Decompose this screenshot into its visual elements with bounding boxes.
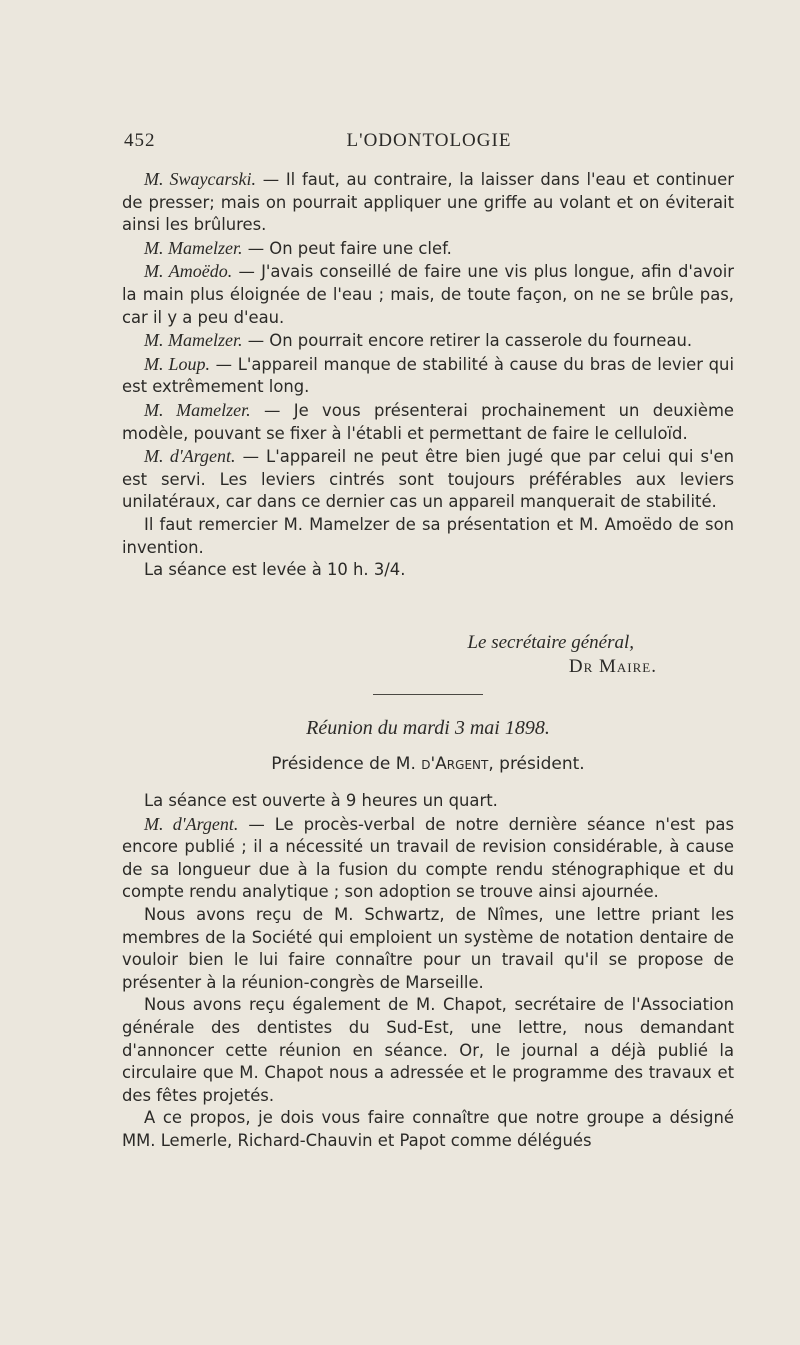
meeting-presidency [122,754,734,774]
paragraph [122,790,734,813]
signature-name: Dr Maire. [568,656,657,677]
paragraph-text: — Je vous présenterai prochainement un deuxième modèle, pouvant se fixer à l'établi et permettant de faire le celluloïd. [122,400,735,443]
paragraph-text: — On pourrait encore retirer la casserole du fourneau. [242,331,693,351]
signature-role: Le secrétaire général, [467,632,634,653]
paragraph-text: — Il faut, au contraire, la laisser dans l'eau et continuer de presser; mais on pourrait appliquer une griffe au volant et on éviterait ainsi les brûlures. [122,170,734,235]
paragraph [122,168,734,237]
signature-block [122,631,734,679]
speaker-name: M. Swaycarski. [144,169,256,189]
paragraph-text: — Le procès-verbal de notre dernière séance n'est pas encore publié ; il a nécessité un travail de revision considérable, à cause de sa longueur due à la fusion du compte rendu sténographique et du compte rendu analytique ; son adoption se trouve ainsi ajournée. [122,814,734,902]
presidency-suffix: , président. [488,754,585,774]
speaker-name: M. Mamelzer. [144,237,243,258]
paragraph-text: Nous avons reçu de M. Schwartz, de Nîmes, une lettre priant les membres de la Société qui emploient un système de notation dentaire de vouloir bien le lui faire connaître pour un travail qu'il se propose de présenter à la réunion-congrès de Marseille. [122,904,734,992]
paragraph-text: La séance est ouverte à 9 heures un quart. [144,791,498,810]
president-name: d'Argent [421,754,489,774]
paragraph [122,399,734,445]
paragraph [122,1107,734,1152]
paragraph [122,559,734,582]
speaker-name: M. Mamelzer. [144,399,251,420]
paragraph [122,994,734,1107]
paragraph [122,445,734,514]
discussion-text [122,168,734,582]
paragraph-text: — L'appareil ne peut être bien jugé que par celui qui s'en est servi. Les leviers cintrés sont toujours préférables aux leviers unilatéraux, car dans ce dernier cas un appareil manquerait de stabilité. [122,447,734,512]
paragraph-text: — On peut faire une clef. [242,238,452,258]
speaker-name: M. Mamelzer. [144,330,243,351]
paragraph [122,353,734,399]
meeting-title: Réunion du mardi 3 mai 1898. [306,717,550,739]
paragraph [122,260,734,329]
paragraph [122,329,734,353]
page-number: 452 [124,130,156,151]
paragraph-text: — J'avais conseillé de faire une vis plus longue, afin d'avoir la main plus éloignée de l'eau ; mais, de toute façon, on ne se brûle pas, car il y a peu d'eau. [122,262,734,327]
paragraph-text: — L'appareil manque de stabilité à cause du bras de levier qui est extrêmement long. [122,354,734,397]
paragraph [122,904,734,994]
paragraph-text: Nous avons reçu également de M. Chapot, secrétaire de l'Association générale des dentistes du Sud-Est, une lettre, nous demandant d'annoncer cette réunion en séance. Or, le journal a déjà publié la circulaire que M. Chapot nous a adressée et le programme des travaux et des fêtes projetés. [122,995,734,1105]
speaker-name: M. d'Argent. [144,813,239,834]
speaker-name: M. Loup. [144,353,210,374]
paragraph [122,237,734,261]
running-title: L'ODONTOLOGIE [346,130,512,151]
section-divider [373,694,483,695]
paragraph-text: La séance est levée à 10 h. 3/4. [144,560,406,580]
speaker-name: M. Amoëdo. [144,261,233,282]
minutes-text [122,790,734,1153]
presidency-prefix: Présidence de M. [271,754,422,774]
speaker-name: M. d'Argent. [144,446,236,467]
paragraph [122,813,734,904]
paragraph-text: Il faut remercier M. Mamelzer de sa présentation et M. Amoëdo de son invention. [122,514,734,557]
paragraph [122,514,734,559]
paragraph-text: A ce propos, je dois vous faire connaître que notre groupe a désigné MM. Lemerle, Richard-Chauvin et Papot comme délégués [122,1108,734,1150]
